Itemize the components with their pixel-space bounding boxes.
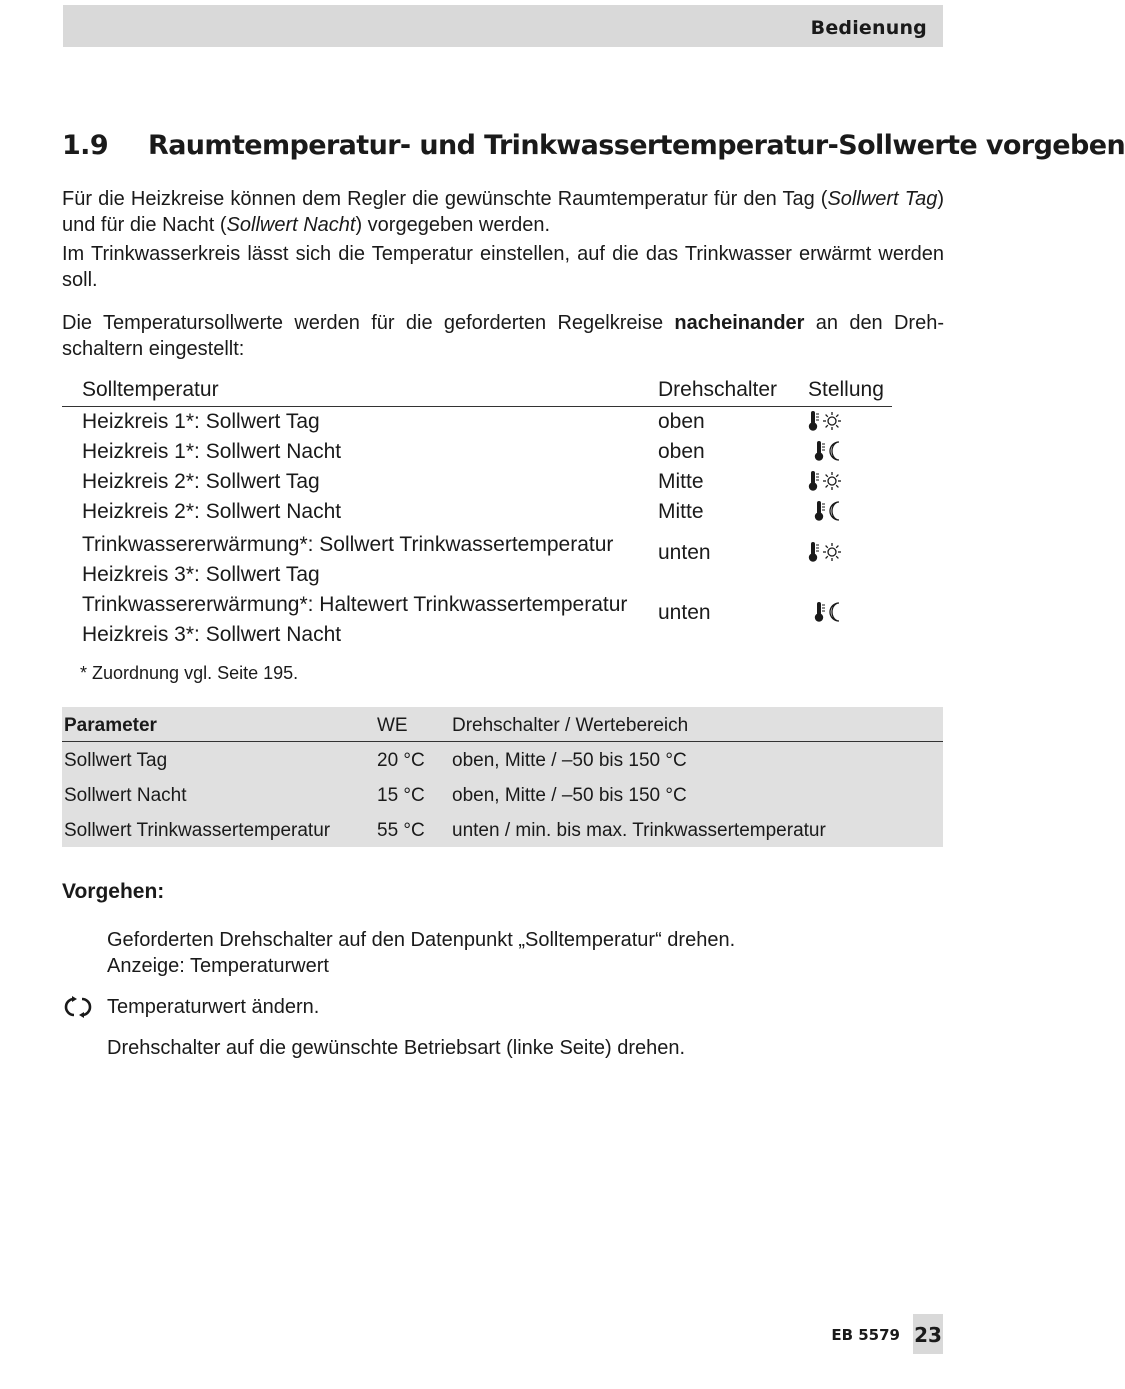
header-title: Bedienung (810, 17, 927, 39)
procedure-step-1 (107, 927, 735, 979)
parameter-range: oben, Mitte / –50 bis 150 °C (452, 750, 687, 771)
thermometer-moon-icon (814, 601, 842, 623)
parameter-range: unten / min. bis max. Trinkwassertemperatur (452, 820, 826, 841)
setpoint-label-2: Heizkreis 3*: Sollwert Nacht (82, 623, 342, 646)
parameter-row (62, 812, 943, 847)
intro-text: Die Temperatursollwerte werden für die geforderten Regelkreise (62, 312, 675, 334)
intro-text: ) vorgegeben werden. (355, 214, 551, 236)
parameter-name: Sollwert Tag (64, 750, 168, 771)
setpoint-table-body (62, 407, 892, 647)
parameter-default: 20 °C (377, 750, 425, 771)
thermometer-moon-icon (814, 500, 842, 522)
setpoint-switch: Mitte (658, 500, 704, 523)
parameter-default: 15 °C (377, 785, 425, 806)
section-title: Raumtemperatur- und Trinkwassertemperatur-Sollwerte vorgeben (148, 130, 1125, 161)
setpoint-switch: unten (658, 541, 711, 564)
parameter-name: Sollwert Trinkwassertemperatur (64, 820, 331, 841)
intro-text: an den Dreh-schaltern eingestellt: (62, 312, 945, 360)
parameter-row (62, 777, 943, 812)
parameter-name: Sollwert Nacht (64, 785, 187, 806)
footnote: * Zuordnung vgl. Seite 195. (80, 663, 299, 683)
col-header-solltemperatur: Solltemperatur (82, 378, 219, 401)
parameter-default: 55 °C (377, 820, 425, 841)
setpoint-label: Heizkreis 1*: Sollwert Tag (82, 410, 320, 433)
procedure-heading: Vorgehen: (62, 880, 165, 903)
parameter-row (62, 742, 943, 777)
procedure-step-2: Temperaturwert ändern. (107, 996, 320, 1018)
header-bar (63, 5, 943, 47)
setpoint-switch: unten (658, 601, 711, 624)
step-text: Geforderten Drehschalter auf den Datenpunkt „Solltemperatur“ drehen. (107, 929, 736, 951)
thermometer-sun-icon (808, 410, 842, 432)
document-code: EB 5579 (831, 1326, 900, 1344)
col-header-drehschalter: Drehschalter (658, 378, 778, 401)
rotate-knob-icon (66, 996, 90, 1023)
setpoint-label: Heizkreis 1*: Sollwert Nacht (82, 440, 342, 463)
intro-italic-night: Sollwert Nacht (226, 214, 356, 236)
setpoint-table-header (62, 378, 892, 407)
setpoint-row (62, 407, 892, 437)
setpoint-label: Trinkwassererwärmung*: Haltewert Trinkwassertemperatur (82, 593, 628, 616)
intro-paragraph-3 (62, 310, 944, 362)
setpoint-table (62, 378, 892, 647)
thermometer-moon-icon (814, 440, 842, 462)
setpoint-row (62, 587, 892, 647)
intro-paragraph-2 (62, 241, 944, 293)
parameter-range: oben, Mitte / –50 bis 150 °C (452, 785, 687, 806)
intro-paragraph-1 (62, 186, 944, 238)
intro-text: Für die Heizkreise können dem Regler die gewünschte Raumtemperatur für den Tag ( (62, 188, 828, 210)
col-header-stellung: Stellung (808, 378, 884, 401)
parameter-table-body (62, 742, 943, 847)
parameter-table-header (62, 707, 943, 742)
setpoint-switch: oben (658, 440, 705, 463)
section-number: 1.9 (62, 130, 109, 161)
thermometer-sun-icon (808, 541, 842, 563)
setpoint-row (62, 497, 892, 527)
intro-text: ) und für die Nacht ( (62, 188, 945, 236)
page-number: 23 (913, 1314, 943, 1354)
setpoint-row (62, 467, 892, 497)
setpoint-row (62, 527, 892, 587)
col-header-range: Drehschalter / Wertebereich (452, 715, 689, 736)
setpoint-label-2: Heizkreis 3*: Sollwert Tag (82, 563, 320, 586)
procedure-step-3: Drehschalter auf die gewünschte Betriebsart (linke Seite) drehen. (107, 1037, 686, 1059)
thermometer-sun-icon (808, 470, 842, 492)
setpoint-switch: Mitte (658, 470, 704, 493)
setpoint-label: Heizkreis 2*: Sollwert Tag (82, 470, 320, 493)
setpoint-label: Trinkwassererwärmung*: Sollwert Trinkwassertemperatur (82, 533, 614, 556)
section-heading (62, 130, 1125, 161)
col-header-parameter: Parameter (64, 715, 157, 736)
setpoint-switch: oben (658, 410, 705, 433)
step-subtext: Anzeige: Temperaturwert (107, 955, 329, 977)
intro-italic-day: Sollwert Tag (827, 188, 938, 210)
setpoint-row (62, 437, 892, 467)
setpoint-label: Heizkreis 2*: Sollwert Nacht (82, 500, 342, 523)
intro-bold: nacheinander (674, 312, 805, 334)
col-header-we: WE (377, 715, 408, 736)
parameter-table (62, 707, 943, 847)
intro-text: Im Trinkwasserkreis lässt sich die Temperatur einstellen, auf die das Trinkwasser erwärmt werden soll. (62, 243, 944, 291)
